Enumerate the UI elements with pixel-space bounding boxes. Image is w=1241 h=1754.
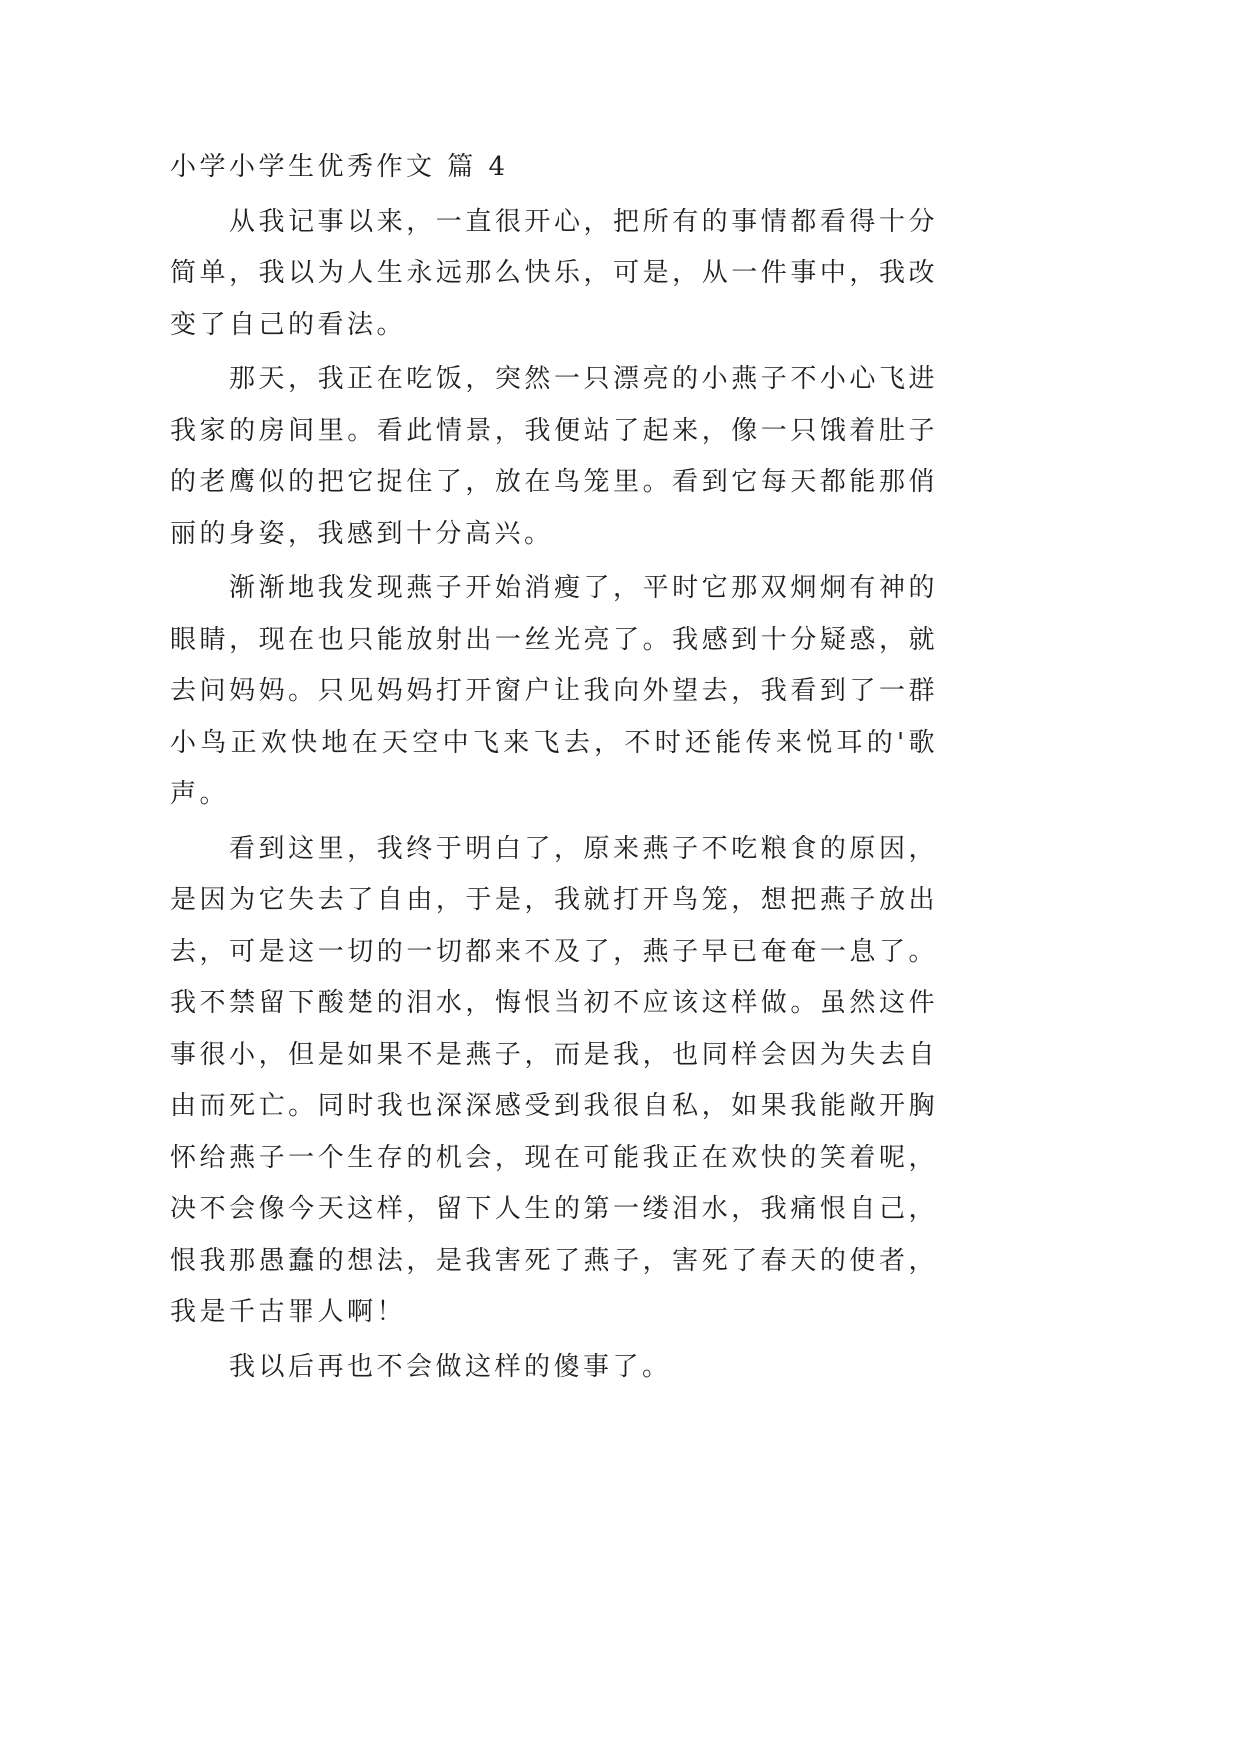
paragraph-line: 怀给燕子一个生存的机会，现在可能我正在欢快的笑着呢，	[170, 1142, 938, 1173]
paragraph-line: 从我记事以来，一直很开心，把所有的事情都看得十分	[229, 206, 938, 237]
paragraph	[170, 1342, 970, 1394]
paragraph-line: 的老鹰似的把它捉住了，放在鸟笼里。看到它每天都能那俏	[170, 467, 938, 497]
paragraph-line: 渐渐地我发现燕子开始消瘦了，平时它那双炯炯有神的	[229, 573, 938, 603]
paragraph	[170, 824, 970, 1339]
paragraph-line: 决不会像今天这样，留下人生的第一缕泪水，我痛恨自己，	[170, 1194, 938, 1224]
paragraph-line: 去问妈妈。只见妈妈打开窗户让我向外望去，我看到了一群	[170, 676, 938, 706]
paragraph-line: 由而死亡。同时我也深深感受到我很自私，如果我能敞开胸	[170, 1091, 938, 1121]
paragraph-line: 去，可是这一切的一切都来不及了，燕子早已奄奄一息了。	[170, 936, 938, 967]
paragraph-line: 那天，我正在吃饭，突然一只漂亮的小燕子不小心飞进	[229, 364, 938, 394]
paragraph-line: 眼睛，现在也只能放射出一丝光亮了。我感到十分疑惑，就	[170, 624, 938, 655]
paragraph	[170, 354, 970, 560]
paragraph-line: 我不禁留下酸楚的泪水，悔恨当初不应该这样做。虽然这件	[170, 988, 938, 1018]
paragraph-line: 恨我那愚蠢的想法，是我害死了燕子，害死了春天的使者，	[170, 1245, 938, 1276]
paragraph-line: 简单，我以为人生永远那么快乐，可是，从一件事中，我改	[170, 258, 938, 288]
paragraph-line: 我家的房间里。看此情景，我便站了起来，像一只饿着肚子	[170, 415, 938, 446]
document-title: 小学小学生优秀作文 篇 4	[170, 152, 509, 182]
paragraph-line: 小鸟正欢快地在天空中飞来飞去，不时还能传来悦耳的'歌	[170, 727, 938, 758]
paragraph	[170, 197, 970, 352]
document-body	[170, 142, 970, 1393]
paragraph-line: 我是千古罪人啊！	[170, 1297, 407, 1327]
paragraph-line: 事很小，但是如果不是燕子，而是我，也同样会因为失去自	[170, 1039, 938, 1070]
paragraph	[170, 563, 970, 821]
paragraph-line: 丽的身姿，我感到十分高兴。	[170, 518, 554, 549]
paragraph-line: 变了自己的看法。	[170, 309, 407, 340]
paragraph-line: 是因为它失去了自由，于是，我就打开鸟笼，想把燕子放出	[170, 885, 938, 915]
paragraph-line: 声。	[170, 779, 230, 809]
paragraph-line: 看到这里，我终于明白了，原来燕子不吃粮食的原因，	[229, 833, 938, 864]
paragraph-line: 我以后再也不会做这样的傻事了。	[229, 1351, 672, 1382]
